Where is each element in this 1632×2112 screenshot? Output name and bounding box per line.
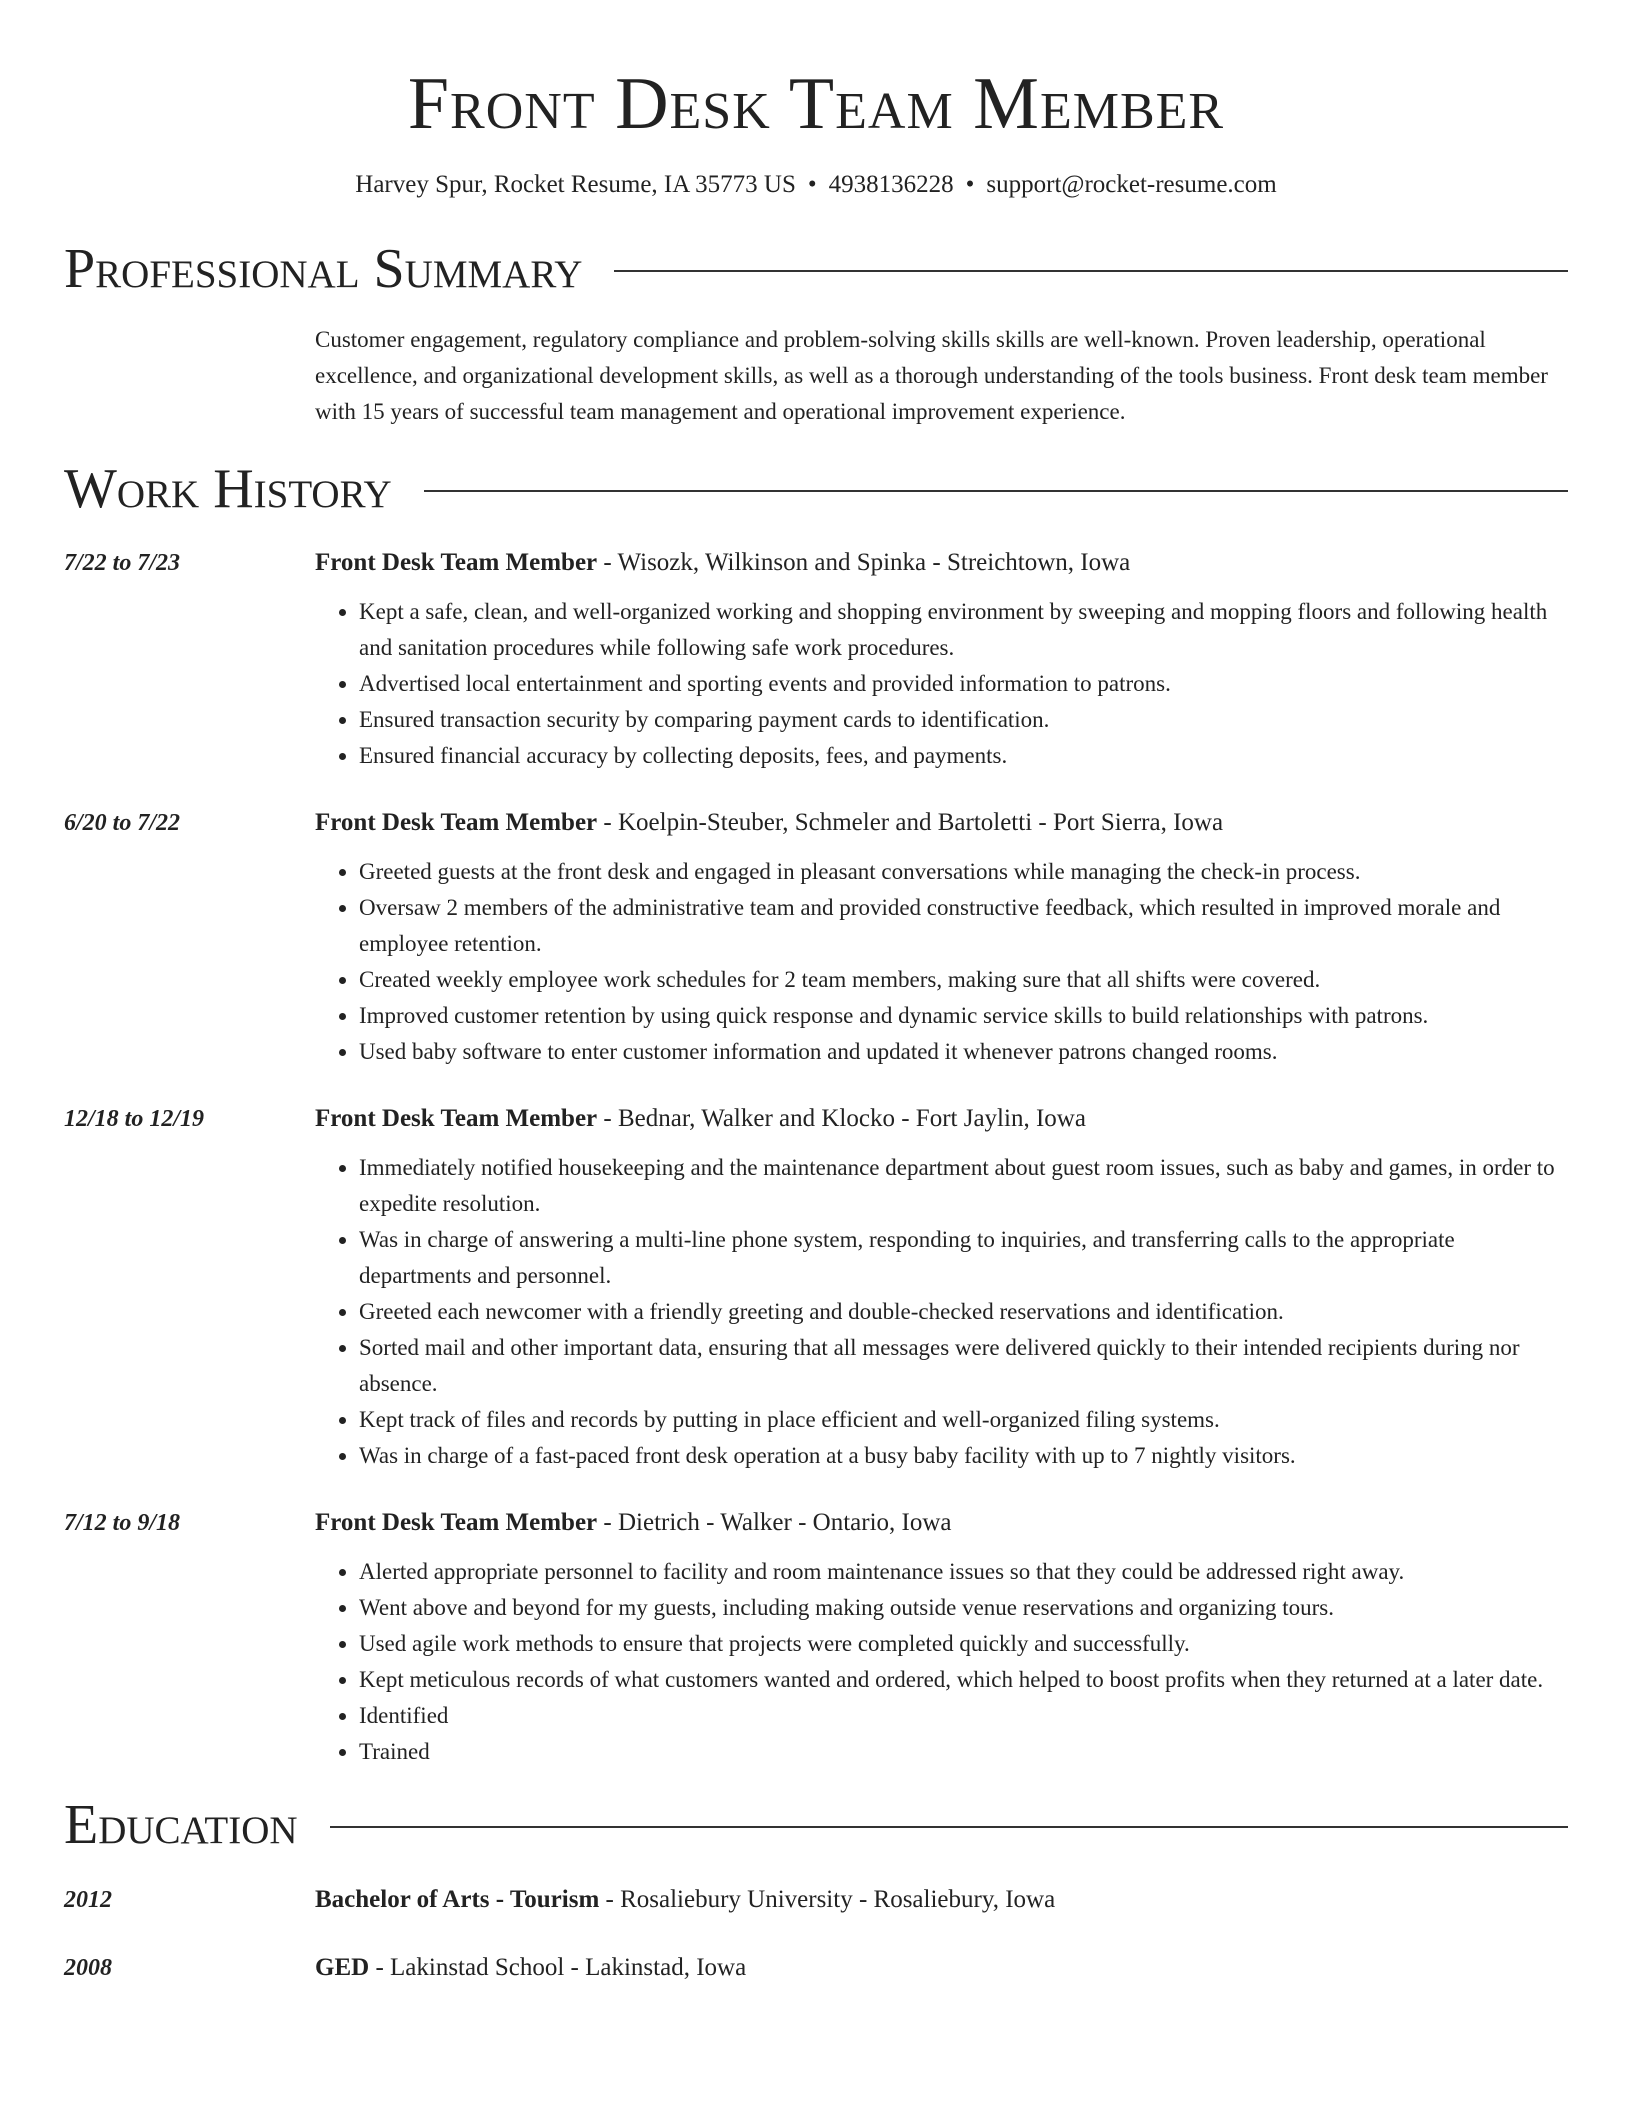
duty-item: • Oversaw 2 members of the administrative team and provided constructive feedback, which resulted in improved morale and employee retention.: [359, 890, 1568, 962]
education-entry: [64, 1882, 1568, 1918]
job-employer-location: - Bednar, Walker and Klocko - Fort Jaylin, Iowa: [597, 1105, 1086, 1132]
resume-page: [64, 0, 1568, 1986]
duty-item: • Ensured transaction security by comparing payment cards to identification.: [359, 702, 1568, 738]
duty-item: • Alerted appropriate personnel to facility and room maintenance issues so that they could be addressed right away.: [359, 1554, 1568, 1590]
email: support@rocket-resume.com: [986, 171, 1277, 198]
job-entry: [64, 1102, 1568, 1474]
job-entry: [64, 1506, 1568, 1770]
section-title-education: Education: [64, 1794, 298, 1856]
school-location: - Lakinstad School - Lakinstad, Iowa: [369, 1954, 747, 1981]
degree: Bachelor of Arts - Tourism: [315, 1886, 600, 1913]
candidate-name: Front Desk Team Member: [407, 63, 1225, 145]
section-divider: [424, 490, 1568, 492]
work-history-list: [64, 546, 1568, 1770]
contact-separator: •: [807, 171, 817, 198]
duty-item: • Kept track of files and records by putting in place efficient and well-organized filing systems.: [359, 1402, 1568, 1438]
section-divider: [330, 1826, 1568, 1828]
address: Harvey Spur, Rocket Resume, IA 35773 US: [355, 171, 796, 198]
section-divider: [614, 270, 1568, 272]
duty-item: • Used agile work methods to ensure that projects were completed quickly and successfully.: [359, 1626, 1568, 1662]
duty-item: • Ensured financial accuracy by collecting deposits, fees, and payments.: [359, 738, 1568, 774]
contact-separator: •: [965, 171, 975, 198]
duty-item: • Identified: [359, 1698, 1568, 1734]
duty-item: • Sorted mail and other important data, ensuring that all messages were delivered quickly to their intended recipients during nor absence.: [359, 1330, 1568, 1402]
summary-section-header: [64, 238, 1568, 300]
job-entry: [64, 546, 1568, 774]
job-heading: [315, 1506, 1568, 1540]
education-heading: [315, 1882, 1055, 1918]
duty-item: • Was in charge of answering a multi-line phone system, responding to inquiries, and transferring calls to the appropriate departments and personnel.: [359, 1222, 1568, 1294]
job-dates: 7/12 to 9/18: [64, 1510, 181, 1536]
job-body: [315, 806, 1568, 1070]
duty-item: • Went above and beyond for my guests, including making outside venue reservations and organizing tours.: [359, 1590, 1568, 1626]
education-year: 2008: [64, 1955, 112, 1981]
duty-item: • Kept meticulous records of what customers wanted and ordered, which helped to boost profits when they returned at a later date.: [359, 1662, 1568, 1698]
education-entry: [64, 1950, 1568, 1986]
job-duties: [315, 1150, 1568, 1474]
job-duties: [315, 594, 1568, 774]
contact-line: [64, 168, 1568, 202]
job-heading: [315, 1102, 1568, 1136]
phone: 4938136228: [828, 171, 954, 198]
job-body: [315, 1102, 1568, 1474]
school-location: - Rosaliebury University - Rosaliebury, Iowa: [599, 1886, 1056, 1913]
summary-text: Customer engagement, regulatory compliance and problem-solving skills skills are well-known. Proven leadership, operational excellence, and organizational development skills, as well as a thorough understanding of the tools business. Front desk team member with 15 years of successful team management and operational improvement experience.: [315, 327, 1548, 424]
duty-item: • Kept a safe, clean, and well-organized working and shopping environment by sweeping and mopping floors and following health and sanitation procedures while following safe work procedures.: [359, 594, 1568, 666]
duty-item: • Greeted each newcomer with a friendly greeting and double-checked reservations and identification.: [359, 1294, 1568, 1330]
job-title: Front Desk Team Member: [315, 809, 598, 836]
job-employer-location: - Dietrich - Walker - Ontario, Iowa: [597, 1509, 952, 1536]
duty-item: • Used baby software to enter customer information and updated it whenever patrons changed rooms.: [359, 1034, 1568, 1070]
duty-item: • Improved customer retention by using quick response and dynamic service skills to build relationships with patrons.: [359, 998, 1568, 1034]
job-body: [315, 1506, 1568, 1770]
duty-item: • Was in charge of a fast-paced front desk operation at a busy baby facility with up to 7 nightly visitors.: [359, 1438, 1568, 1474]
duty-item: • Immediately notified housekeeping and the maintenance department about guest room issues, such as baby and games, in order to expedite resolution.: [359, 1150, 1568, 1222]
job-duties: [315, 854, 1568, 1070]
education-year: 2012: [64, 1887, 112, 1913]
education-section-header: [64, 1794, 1568, 1856]
education-heading: [315, 1950, 746, 1986]
duty-item: • Created weekly employee work schedules for 2 team members, making sure that all shifts were covered.: [359, 962, 1568, 998]
job-title: Front Desk Team Member: [315, 1509, 598, 1536]
job-duties: [315, 1554, 1568, 1770]
section-title-summary: Professional Summary: [64, 238, 583, 300]
duty-item: • Advertised local entertainment and sporting events and provided information to patrons.: [359, 666, 1568, 702]
job-body: [315, 546, 1568, 774]
job-employer-location: - Koelpin-Steuber, Schmeler and Bartoletti - Port Sierra, Iowa: [597, 809, 1224, 836]
job-dates: 12/18 to 12/19: [64, 1106, 205, 1132]
work-section-header: [64, 458, 1568, 520]
job-title: Front Desk Team Member: [315, 549, 598, 576]
section-title-work: Work History: [64, 458, 392, 520]
education-list: [64, 1882, 1568, 1986]
job-employer-location: - Wisozk, Wilkinson and Spinka - Streichtown, Iowa: [597, 549, 1131, 576]
job-title: Front Desk Team Member: [315, 1105, 598, 1132]
job-heading: [315, 546, 1568, 580]
duty-item: • Trained: [359, 1734, 1568, 1770]
job-heading: [315, 806, 1568, 840]
duty-item: • Greeted guests at the front desk and engaged in pleasant conversations while managing the check-in process.: [359, 854, 1568, 890]
job-entry: [64, 806, 1568, 1070]
degree: GED: [315, 1954, 370, 1981]
job-dates: 7/22 to 7/23: [64, 550, 181, 576]
job-dates: 6/20 to 7/22: [64, 810, 181, 836]
